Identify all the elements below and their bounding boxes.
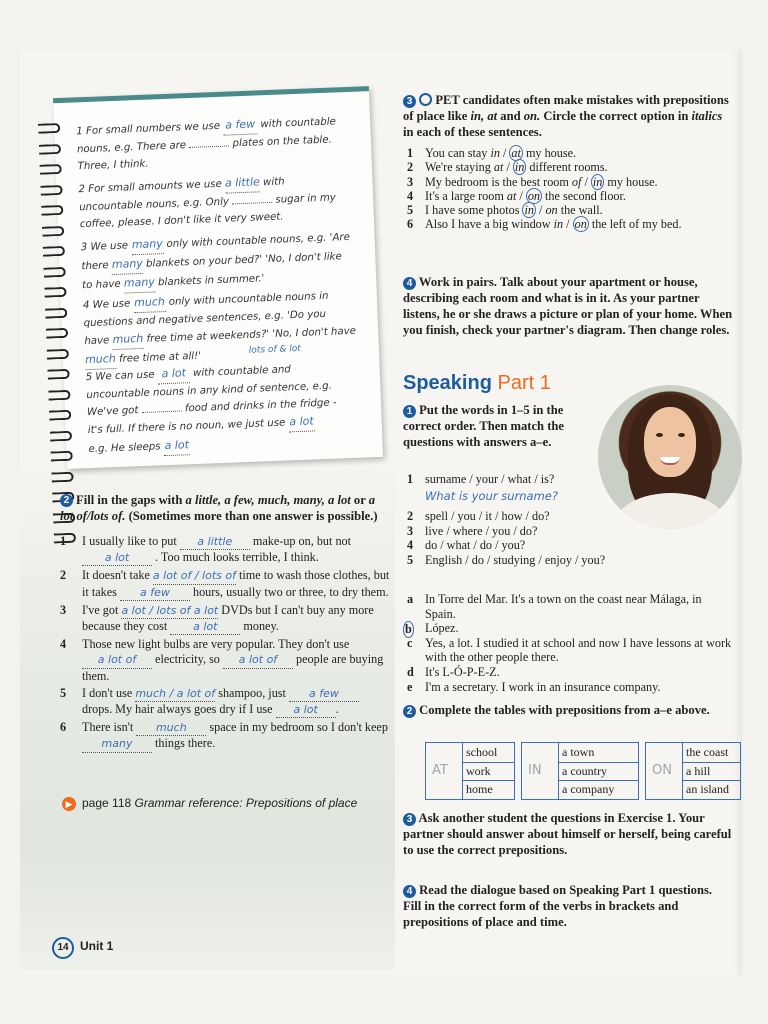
exercise-3-item: 3 My bedroom is the best room of / in my house. (407, 174, 658, 189)
table-in: IN a town a country a company (521, 742, 639, 800)
rule-4: 4 We use much only with uncountable nouns in questions and negative sentences, e.g. 'Do you have much free time at weekends?' 'No, I don't have much free time at all!' (83, 285, 368, 370)
answer-blank: a few (120, 585, 190, 601)
exercise-2-heading: 2 Fill in the gaps with a little, a few, much, many, a lot or a lot of/lots of. (Sometimes more than one answer is possible.) (60, 493, 378, 523)
rule-2: 2 For small amounts we use a little with uncountable nouns, e.g. Only sugar in my coffee, please. I don't like it very sweet. (78, 175, 337, 231)
speaking-exercise-3: 3 Ask another student the questions in Exercise 1. Your partner should answer about himself or herself, being careful to use the correct prepositions. (403, 811, 732, 857)
table-at: AT school work home (425, 742, 515, 800)
speaking-answers (403, 592, 733, 694)
rule-3: 3 We use many only with countable nouns, e.g. 'Are there many blankets on your bed?' 'No, I don't like to have many blankets in summer.' (80, 227, 364, 295)
arrow-icon: ▶ (62, 797, 76, 811)
speaking-question: 4 do / what / do / you? (407, 538, 526, 553)
speaking-question: 2 spell / you / it / how / do? (407, 509, 550, 524)
exercise-2-item: 3 I've got a lot / lots of a lot DVDs but I can't buy any more because they cost a lot money. (60, 603, 390, 635)
speaking-heading: Speaking Part 1 (403, 372, 551, 394)
answer-blank: a few (289, 686, 359, 702)
exercise-3-item: 1 You can stay in / at my house. (407, 146, 577, 160)
speaking-answer: c Yes, a lot. I studied it at school and now I have lessons at work with the other people there. (407, 635, 732, 665)
exercise-3-item: 2 We're staying at / in different rooms. (407, 160, 608, 175)
page-footer (52, 937, 113, 959)
speaking-exercise-4: 4 Read the dialogue based on Speaking Part 1 questions. Fill in the correct form of the verbs in brackets and prepositions of place and time. (403, 883, 713, 929)
grammar-reference: ▶ page 118 Grammar reference: Prepositions of place (62, 796, 357, 811)
exercise-2-item: 6 There isn't much space in my bedroom so I don't keep many things there. (60, 720, 390, 752)
answer-blank: a lot (276, 702, 336, 718)
speaking-exercise-1: 1 Put the words in 1–5 in the correct order. Then match the questions with answers a–e. (403, 403, 564, 449)
exercise-2-item: 5 I don't use much / a lot of shampoo, just a few drops. My hair always goes dry if I use a lot . (60, 686, 390, 718)
speaking-answer: d It's L-Ó-P-E-Z. (407, 664, 500, 679)
exercise-4: 4 Work in pairs. Talk about your apartment or house, describing each room and what is in it. As your partner listens, he or she draws a picture or plan of your home. When you finish, check your partner's diagram. Then change roles. (403, 275, 733, 337)
exercise-2 (60, 492, 390, 755)
grammar-notepad (53, 86, 383, 469)
answer-blank: a little (180, 534, 250, 550)
audio-icon (419, 93, 432, 106)
speaking-question: 3 live / where / you / do? (407, 523, 538, 538)
unit-label: Unit 1 (80, 939, 114, 953)
answer-blank: many (82, 736, 152, 752)
speaking-exercise-2: 2 Complete the tables with prepositions from a–e above. (403, 702, 733, 718)
answer-blank: a lot (170, 619, 240, 635)
exercise-3-item: 6 Also I have a big window in / on the left of my bed. (407, 217, 682, 232)
answer-blank: a lot / lots of a lot (121, 603, 218, 619)
exercise-3-item: 5 I have some photos in / on the wall. (407, 203, 603, 218)
table-on: ON the coast a hill an island (645, 742, 741, 800)
page-number: 14 (52, 937, 74, 959)
answer-blank: a lot of / lots of (153, 568, 236, 584)
handwritten-answer: What is your surname? (425, 488, 558, 503)
answer-blank: much / a lot of (135, 686, 215, 702)
exercise-3: 3 PET candidates often make mistakes with prepositions of place like in, at and on. Circle the correct option in italics in each of these sentences. 1 You can stay in / at my house. 2 We're staying at / in different rooms. 3 My bedroom is the best room of / in my house. 4 It's a large room at / on the second floor. 5 I have some photos in / on the wall. 6 Also I have a big window in / on the left of my bed. (403, 92, 733, 232)
answer-blank: a lot (82, 550, 152, 566)
answer-blank: a lot of (82, 652, 152, 668)
exercise-3-item: 4 It's a large room at / on the second floor. (407, 188, 626, 203)
speaking-answer: e I'm a secretary. I work in an insurance company. (407, 679, 661, 694)
page-edge (734, 50, 742, 975)
exercise-2-items (60, 534, 390, 753)
speaking-question: 1 surname / your / what / is? What is your surname? (403, 472, 595, 503)
exercise-2-item: 2 It doesn't take a lot of / lots of time to wash those clothes, but it takes a few hours, usually two or three, to dry them. (60, 568, 390, 600)
answer-blank: much (136, 720, 206, 736)
exercise-2-item: 4 Those new light bulbs are very popular. They don't use a lot of electricity, so a lot of people are buying them. (60, 637, 384, 683)
rule-5: 5 We can use a lot with countable and uncountable nouns in any kind of sentence, e.g. We've got food and drinks in the fridge - it's full. If there is no noun, we just use a lot e.g. He sleeps a lot (85, 364, 337, 456)
speaking-answer: a In Torre del Mar. It's a town on the coast near Málaga, in Spain. (407, 592, 702, 621)
preposition-tables (425, 742, 741, 798)
speaking-questions (403, 472, 733, 568)
speaking-answer: b López. (405, 621, 459, 637)
exercise-2-item: 1 I usually like to put a little make-up on, but not a lot . Too much looks terrible, I think. (60, 534, 390, 566)
rule-1: 1 For small numbers we use a few with countable nouns, e.g. There are plates on the table. Three, I think. (76, 116, 337, 173)
answer-blank: a lot of (223, 652, 293, 668)
handwritten-note: lots of & lot (248, 343, 302, 356)
speaking-question: 5 English / do / studying / enjoy / you? (407, 552, 606, 567)
